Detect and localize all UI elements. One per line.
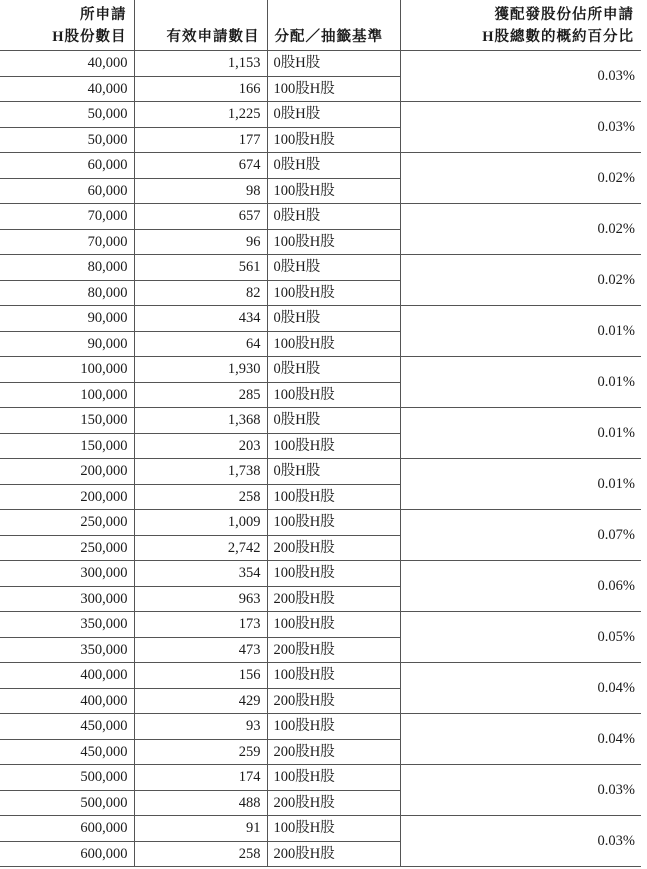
table-row (0, 204, 641, 230)
valid-applications-cell: 1,153 (134, 51, 267, 77)
valid-applications-cell: 98 (134, 178, 267, 204)
valid-applications-cell: 177 (134, 127, 267, 153)
header-approx-percentage (400, 0, 641, 51)
shares-applied-cell: 70,000 (0, 204, 134, 230)
shares-applied-cell: 150,000 (0, 408, 134, 434)
valid-applications-cell: 258 (134, 841, 267, 867)
shares-applied-cell: 350,000 (0, 637, 134, 663)
valid-applications-cell: 488 (134, 790, 267, 816)
allocation-basis-cell: 100股H股 (267, 178, 400, 204)
valid-applications-cell: 2,742 (134, 535, 267, 561)
shares-applied-cell: 200,000 (0, 484, 134, 510)
shares-applied-cell: 80,000 (0, 280, 134, 306)
shares-applied-cell: 350,000 (0, 612, 134, 638)
approx-percentage-cell: 0.02% (400, 153, 641, 204)
header-shares-applied (0, 0, 134, 51)
valid-applications-cell: 1,738 (134, 459, 267, 485)
valid-applications-cell: 473 (134, 637, 267, 663)
valid-applications-cell: 258 (134, 484, 267, 510)
shares-applied-cell: 100,000 (0, 382, 134, 408)
approx-percentage-cell: 0.01% (400, 459, 641, 510)
shares-applied-cell: 150,000 (0, 433, 134, 459)
allocation-basis-cell: 0股H股 (267, 408, 400, 434)
table-row (0, 357, 641, 383)
valid-applications-cell: 1,368 (134, 408, 267, 434)
allocation-basis-cell: 0股H股 (267, 459, 400, 485)
approx-percentage-cell: 0.07% (400, 510, 641, 561)
allocation-basis-cell: 100股H股 (267, 816, 400, 842)
shares-applied-cell: 50,000 (0, 127, 134, 153)
table-row (0, 510, 641, 536)
valid-applications-cell: 64 (134, 331, 267, 357)
valid-applications-cell: 91 (134, 816, 267, 842)
shares-applied-cell: 90,000 (0, 331, 134, 357)
table-row (0, 816, 641, 842)
approx-percentage-cell: 0.02% (400, 204, 641, 255)
valid-applications-cell: 1,009 (134, 510, 267, 536)
shares-applied-cell: 100,000 (0, 357, 134, 383)
table-row (0, 459, 641, 485)
approx-percentage-cell: 0.01% (400, 306, 641, 357)
approx-percentage-cell: 0.06% (400, 561, 641, 612)
header-approx-percentage-line1: 獲配發股份佔所申請 (494, 7, 634, 23)
shares-applied-cell: 40,000 (0, 51, 134, 77)
table-row (0, 153, 641, 179)
allocation-basis-cell: 0股H股 (267, 153, 400, 179)
valid-applications-cell: 166 (134, 76, 267, 102)
valid-applications-cell: 434 (134, 306, 267, 332)
allocation-basis-cell: 0股H股 (267, 255, 400, 281)
shares-applied-cell: 600,000 (0, 841, 134, 867)
valid-applications-cell: 93 (134, 714, 267, 740)
valid-applications-cell: 203 (134, 433, 267, 459)
approx-percentage-cell: 0.03% (400, 765, 641, 816)
allocation-basis-cell: 100股H股 (267, 331, 400, 357)
shares-applied-cell: 80,000 (0, 255, 134, 281)
header-valid-applications-label: 有效申請數目 (166, 29, 260, 45)
header-shares-applied-line1: 所申請 (80, 7, 127, 23)
allocation-basis-cell: 200股H股 (267, 637, 400, 663)
allocation-basis-cell: 200股H股 (267, 535, 400, 561)
header-approx-percentage-line2: H股總數的概約百分比 (482, 29, 634, 45)
approx-percentage-cell: 0.01% (400, 357, 641, 408)
valid-applications-cell: 1,225 (134, 102, 267, 128)
shares-applied-cell: 50,000 (0, 102, 134, 128)
approx-percentage-cell: 0.04% (400, 663, 641, 714)
allocation-basis-cell: 0股H股 (267, 306, 400, 332)
allocation-basis-cell: 0股H股 (267, 204, 400, 230)
valid-applications-cell: 1,930 (134, 357, 267, 383)
approx-percentage-cell: 0.03% (400, 816, 641, 867)
allocation-basis-cell: 200股H股 (267, 739, 400, 765)
shares-applied-cell: 70,000 (0, 229, 134, 255)
shares-applied-cell: 300,000 (0, 586, 134, 612)
allocation-basis-cell: 200股H股 (267, 586, 400, 612)
allocation-basis-cell: 100股H股 (267, 382, 400, 408)
allocation-basis-cell: 100股H股 (267, 612, 400, 638)
shares-applied-cell: 40,000 (0, 76, 134, 102)
table-row (0, 306, 641, 332)
allocation-basis-cell: 100股H股 (267, 433, 400, 459)
table-row (0, 561, 641, 587)
valid-applications-cell: 259 (134, 739, 267, 765)
shares-applied-cell: 450,000 (0, 739, 134, 765)
allocation-basis-cell: 0股H股 (267, 102, 400, 128)
table-body (0, 51, 641, 867)
valid-applications-cell: 963 (134, 586, 267, 612)
valid-applications-cell: 174 (134, 765, 267, 791)
shares-applied-cell: 300,000 (0, 561, 134, 587)
allocation-basis-cell: 0股H股 (267, 357, 400, 383)
valid-applications-cell: 354 (134, 561, 267, 587)
shares-applied-cell: 200,000 (0, 459, 134, 485)
header-allocation-basis-label: 分配／抽籤基準 (274, 29, 383, 45)
table-row (0, 663, 641, 689)
approx-percentage-cell: 0.03% (400, 102, 641, 153)
shares-applied-cell: 250,000 (0, 510, 134, 536)
approx-percentage-cell: 0.01% (400, 408, 641, 459)
allocation-basis-cell: 100股H股 (267, 127, 400, 153)
allocation-basis-cell: 100股H股 (267, 280, 400, 306)
allocation-basis-cell: 100股H股 (267, 510, 400, 536)
allocation-basis-cell: 0股H股 (267, 51, 400, 77)
valid-applications-cell: 156 (134, 663, 267, 689)
header-row (0, 0, 641, 51)
table-row (0, 102, 641, 128)
header-valid-applications (134, 0, 267, 51)
allocation-basis-cell: 100股H股 (267, 229, 400, 255)
valid-applications-cell: 429 (134, 688, 267, 714)
shares-applied-cell: 250,000 (0, 535, 134, 561)
shares-applied-cell: 500,000 (0, 765, 134, 791)
shares-applied-cell: 600,000 (0, 816, 134, 842)
approx-percentage-cell: 0.02% (400, 255, 641, 306)
table-row (0, 714, 641, 740)
allocation-basis-cell: 200股H股 (267, 790, 400, 816)
valid-applications-cell: 173 (134, 612, 267, 638)
valid-applications-cell: 82 (134, 280, 267, 306)
table-row (0, 51, 641, 77)
table-header (0, 0, 641, 51)
allocation-basis-cell: 200股H股 (267, 688, 400, 714)
valid-applications-cell: 285 (134, 382, 267, 408)
valid-applications-cell: 561 (134, 255, 267, 281)
valid-applications-cell: 96 (134, 229, 267, 255)
allocation-basis-cell: 100股H股 (267, 561, 400, 587)
shares-applied-cell: 60,000 (0, 153, 134, 179)
allocation-basis-cell: 100股H股 (267, 714, 400, 740)
approx-percentage-cell: 0.04% (400, 714, 641, 765)
shares-applied-cell: 400,000 (0, 688, 134, 714)
shares-applied-cell: 500,000 (0, 790, 134, 816)
table-row (0, 765, 641, 791)
shares-applied-cell: 450,000 (0, 714, 134, 740)
table-row (0, 255, 641, 281)
approx-percentage-cell: 0.05% (400, 612, 641, 663)
table-row (0, 408, 641, 434)
approx-percentage-cell: 0.03% (400, 51, 641, 102)
allocation-basis-cell: 100股H股 (267, 663, 400, 689)
header-shares-applied-line2: H股份數目 (52, 29, 127, 45)
table-row (0, 612, 641, 638)
allocation-basis-cell: 200股H股 (267, 841, 400, 867)
allocation-basis-cell: 100股H股 (267, 765, 400, 791)
shares-applied-cell: 60,000 (0, 178, 134, 204)
allocation-basis-cell: 100股H股 (267, 484, 400, 510)
valid-applications-cell: 674 (134, 153, 267, 179)
header-allocation-basis (267, 0, 400, 51)
shares-applied-cell: 400,000 (0, 663, 134, 689)
allocation-basis-cell: 100股H股 (267, 76, 400, 102)
valid-applications-cell: 657 (134, 204, 267, 230)
shares-applied-cell: 90,000 (0, 306, 134, 332)
